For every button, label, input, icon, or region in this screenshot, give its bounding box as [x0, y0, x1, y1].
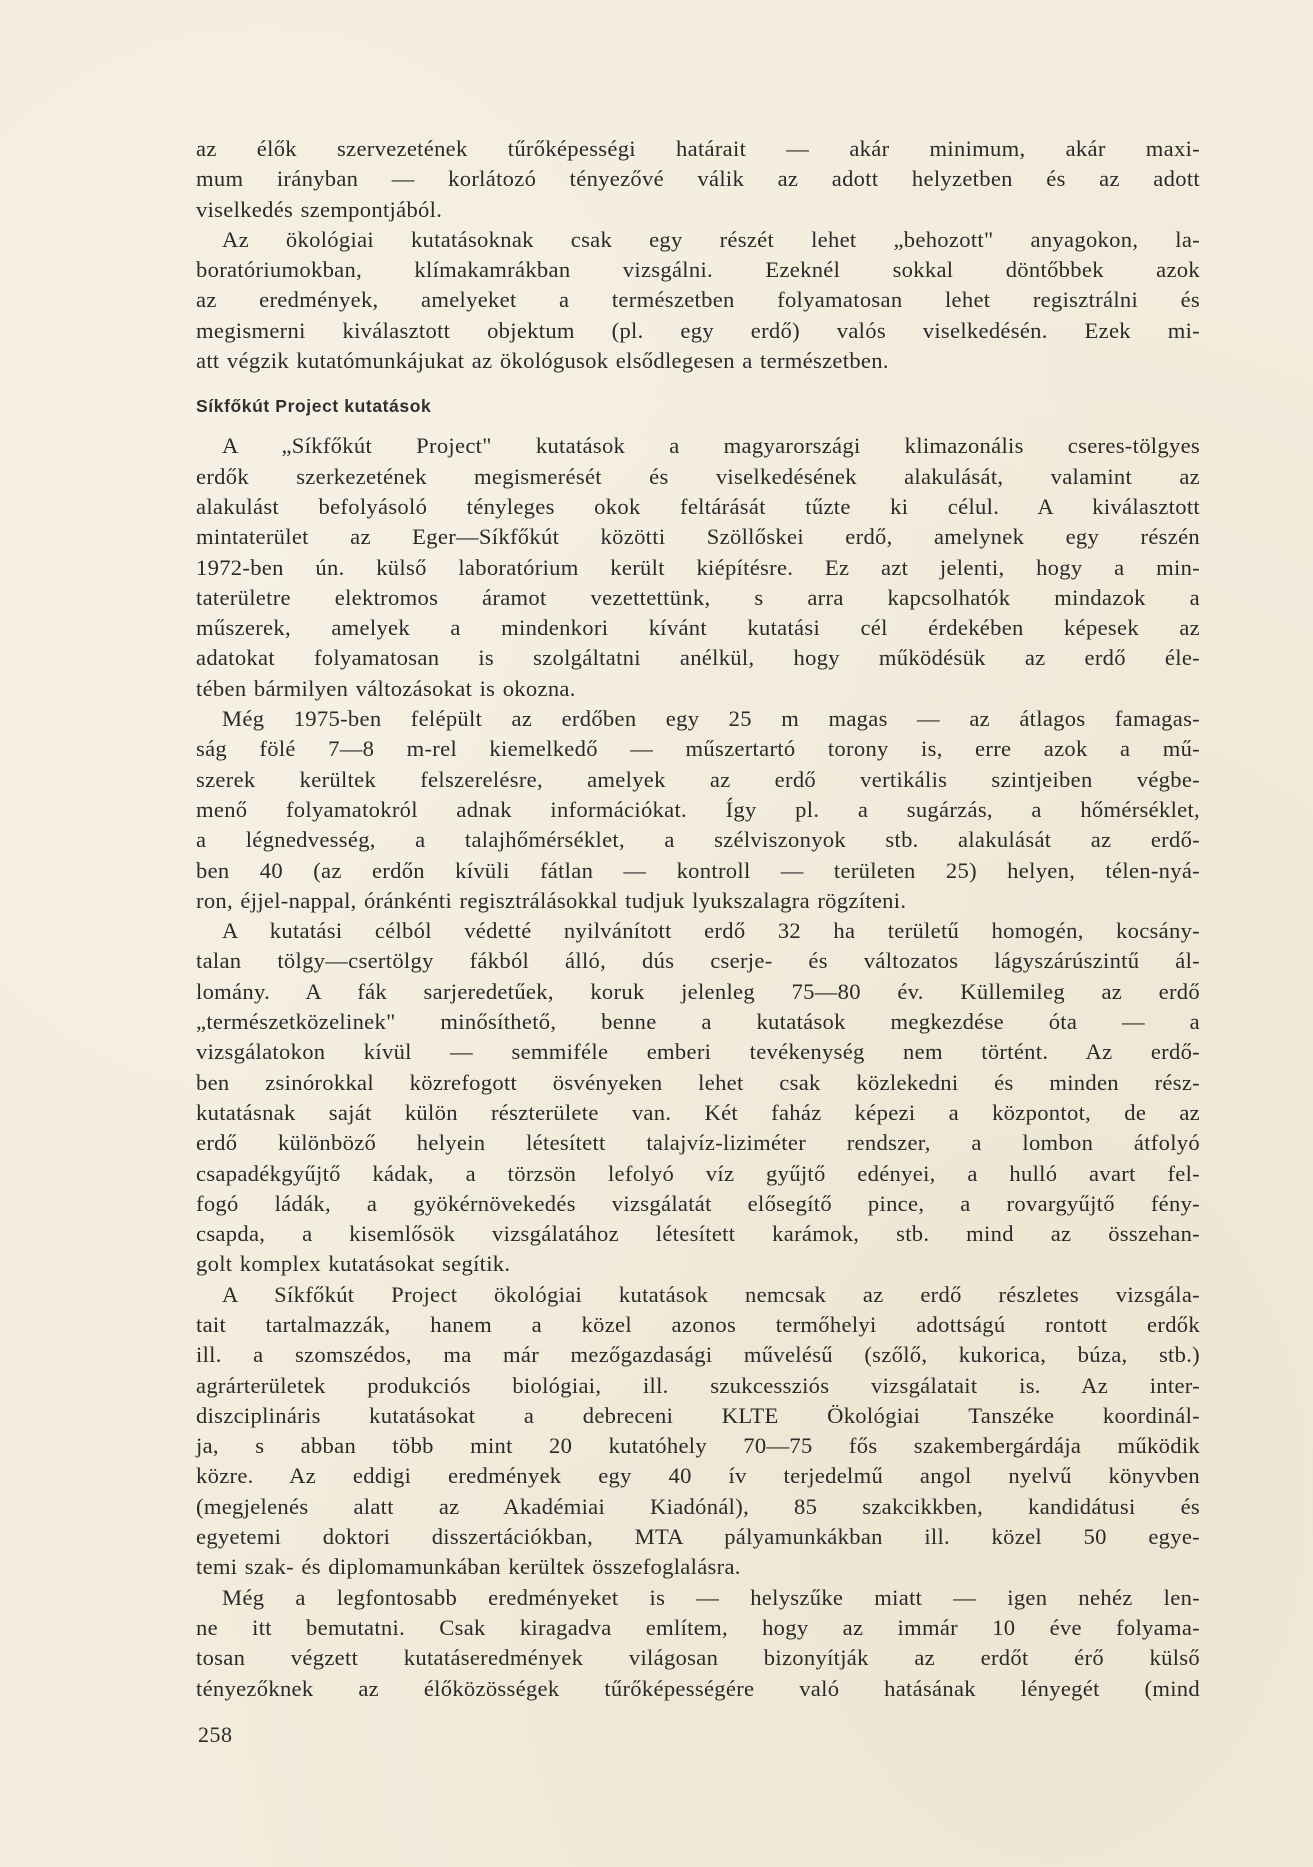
text-line: ság fölé 7—8 m-rel kiemelkedő — műszertartó torony is, erre azok a mű- [196, 736, 1200, 762]
text-line: agrárterületek produkciós biológiai, ill. szukcessziós vizsgálatait is. Az inter- [196, 1372, 1200, 1398]
text-line: temi szak- és diplomamunkában kerültek összefoglalásra. [196, 1554, 741, 1580]
text-line: (megjelenés alatt az Akadémiai Kiadónál), 85 szakcikkben, kandidátusi és [196, 1493, 1200, 1519]
text-line: erdő különböző helyein létesített talajvíz-liziméter rendszer, a lombon átfolyó [196, 1130, 1200, 1156]
text-line: ron, éjjel-nappal, óránkénti regisztrálásokkal tudjuk lyukszalagra rögzíteni. [196, 887, 907, 913]
paragraph-results [196, 1583, 1200, 1704]
paragraph-interdisciplinary [196, 1280, 1200, 1583]
section-heading: Síkfőkút Project kutatások [196, 396, 432, 417]
text-line: ne itt bemutatni. Csak kiragadva említem, hogy az immár 10 éve folyama- [196, 1614, 1200, 1640]
paragraph-lab-research [196, 225, 1200, 376]
paragraph-intro [196, 134, 1200, 225]
text-line: szerek kerültek felszerelésre, amelyek az erdő vertikális szintjeiben végbe- [196, 766, 1200, 792]
text-line: erdők szerkezetének megismerését és viselkedésének alakulását, valamint az [196, 463, 1200, 489]
text-line: műszerek, amelyek a mindenkori kívánt kutatási cél érdekében képesek az [196, 615, 1200, 641]
text-line: Az ökológiai kutatásoknak csak egy részét lehet „behozott" anyagokon, la- [222, 226, 1200, 252]
text-line: tosan végzett kutatáseredmények világosan bizonyítják az erdőt érő külső [196, 1645, 1200, 1671]
text-line: A „Síkfőkút Project" kutatások a magyarországi klimazonális cseres-tölgyes [222, 433, 1200, 459]
text-line: egyetemi doktori disszertációkban, MTA pályamunkákban ill. közel 50 egye- [196, 1524, 1200, 1550]
text-line: az élők szervezetének tűrőképességi határait — akár minimum, akár maxi- [196, 136, 1200, 161]
text-line: alakulást befolyásoló tényleges okok feltárását tűzte ki célul. A kiválasztott [196, 493, 1200, 519]
text-line: viselkedés szempontjából. [196, 196, 443, 222]
text-line: golt komplex kutatásokat segítik. [196, 1251, 511, 1277]
text-line: adatokat folyamatosan is szolgáltatni anélkül, hogy működésük az erdő éle- [196, 645, 1200, 671]
text-line: a légnedvesség, a talajhőmérséklet, a szélviszonyok stb. alakulását az erdő- [196, 827, 1200, 853]
text-line: taterületre elektromos áramot vezettettünk, s arra kapcsolhatók mindazok a [196, 584, 1200, 610]
text-line: mum irányban — korlátozó tényezővé válik az adott helyzetben és az adott [196, 166, 1200, 192]
text-line: „természetközelinek" minősíthető, benne a kutatások megkezdése óta — a [196, 1009, 1200, 1035]
text-line: ben zsinórokkal közrefogott ösvényeken lehet csak közlekedni és minden rész- [196, 1069, 1200, 1095]
text-line: az eredmények, amelyeket a természetben folyamatosan lehet regisztrálni és [196, 287, 1200, 313]
text-line: Még 1975-ben felépült az erdőben egy 25 m magas — az átlagos famagas- [222, 706, 1200, 732]
text-line: tait tartalmazzák, hanem a közel azonos termőhelyi adottságú rontott erdők [196, 1311, 1200, 1337]
text-line: csapadékgyűjtő kádak, a törzsön lefolyó víz gyűjtő edényei, a hulló avart fel- [196, 1160, 1200, 1186]
text-line: diszciplináris kutatásokat a debreceni KLTE Ökológiai Tanszéke koordinál- [196, 1402, 1200, 1428]
text-line: 1972-ben ún. külső laboratórium került kiépítésre. Ez azt jelenti, hogy a min- [196, 554, 1200, 580]
text-line: csapda, a kisemlősök vizsgálatához létesített karámok, stb. mind az összehan- [196, 1221, 1200, 1247]
text-line: fogó ládák, a gyökérnövekedés vizsgálatát elősegítő pince, a rovargyűjtő fény- [196, 1190, 1200, 1216]
body-text [196, 134, 1200, 1704]
text-line: kutatásnak saját külön részterülete van. Két faház képezi a központot, de az [196, 1099, 1200, 1125]
text-line: lomány. A fák sarjeredetűek, koruk jelenleg 75—80 év. Küllemileg az erdő [196, 978, 1200, 1004]
text-line: tében bármilyen változásokat is okozna. [196, 675, 576, 701]
text-line: ja, s abban több mint 20 kutatóhely 70—75 fős szakembergárdája működik [196, 1433, 1200, 1459]
paragraph-forest [196, 916, 1200, 1280]
text-line: boratóriumokban, klímakamrákban vizsgálni. Ezeknél sokkal döntőbbek azok [196, 257, 1200, 283]
text-line: Még a legfontosabb eredményeket is — helyszűke miatt — igen nehéz len- [222, 1584, 1200, 1610]
text-line: tényezőknek az élőközösségek tűrőképességére való hatásának lényegét (mind [196, 1675, 1200, 1701]
text-line: közre. Az eddigi eredmények egy 40 ív terjedelmű angol nyelvű könyvben [196, 1463, 1200, 1489]
text-line: att végzik kutatómunkájukat az ökológusok elsődlegesen a természetben. [196, 348, 889, 374]
text-line: menő folyamatokról adnak információkat. Így pl. a sugárzás, a hőmérséklet, [196, 796, 1200, 822]
text-line: vizsgálatokon kívül — semmiféle emberi tevékenység nem történt. Az erdő- [196, 1039, 1200, 1065]
text-line: ill. a szomszédos, ma már mezőgazdasági művelésű (szőlő, kukorica, búza, stb.) [196, 1342, 1200, 1368]
text-line: talan tölgy—csertölgy fákból álló, dús cserje- és változatos lágyszárúszintű ál- [196, 948, 1200, 974]
paragraph-tower [196, 704, 1200, 916]
paragraph-project-intro [196, 431, 1200, 704]
text-line: A Síkfőkút Project ökológiai kutatások nemcsak az erdő részletes vizsgála- [222, 1281, 1200, 1307]
page-number: 258 [198, 1722, 233, 1747]
text-line: A kutatási célból védetté nyilvánított erdő 32 ha területű homogén, kocsány- [222, 918, 1200, 944]
text-line: mintaterület az Eger—Síkfőkút közötti Szöllőskei erdő, amelynek egy részén [196, 524, 1200, 550]
text-line: megismerni kiválasztott objektum (pl. egy erdő) valós viselkedésén. Ezek mi- [196, 317, 1200, 343]
text-line: ben 40 (az erdőn kívüli fátlan — kontroll — területen 25) helyen, télen-nyá- [196, 857, 1200, 883]
